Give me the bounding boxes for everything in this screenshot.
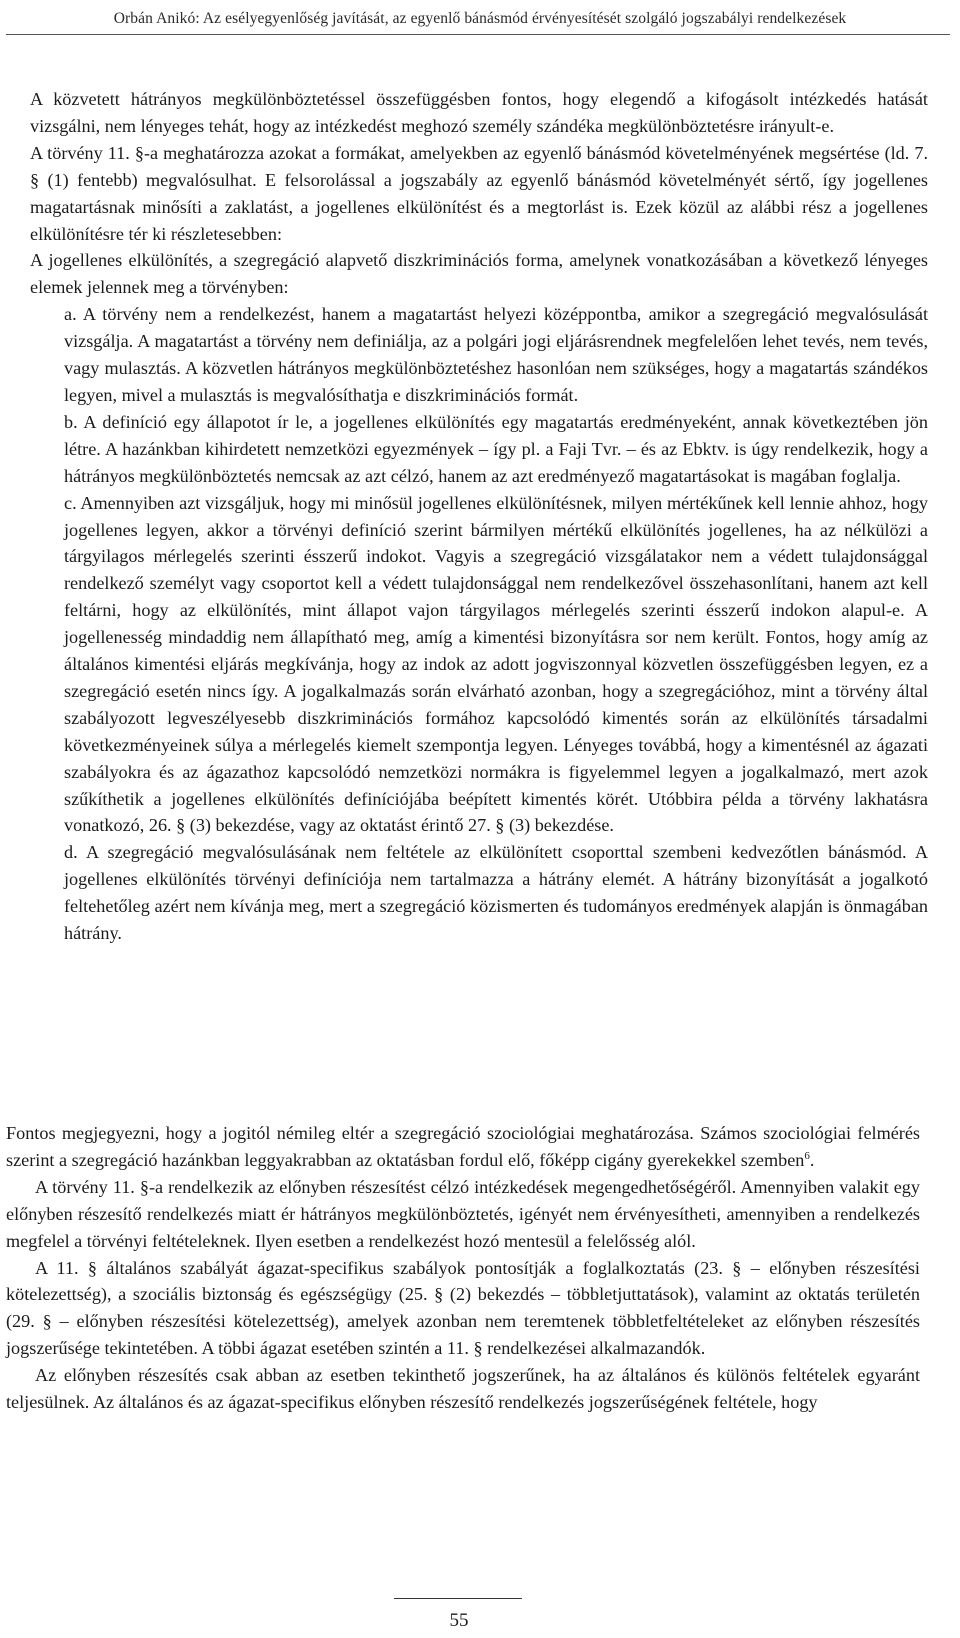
boxed-section xyxy=(30,86,928,947)
main-paragraph-1-text: Fontos megjegyezni, hogy a jogitól némileg eltér a szegregáció szociológiai meghatározása. Számos szociológiai felmérés szerint a szegregáció hazánkban leggyakrabban az oktatásban fordul elő, főképp cigány gyerekekkel szemben xyxy=(6,1123,920,1170)
footnote-marker[interactable]: 6 xyxy=(804,1149,810,1162)
list-item-d: d. A szegregáció megvalósulásának nem feltétele az elkülönített csoporttal szembeni kedvezőtlen bánásmód. A jogellenes elkülönítés törvényi definíciója nem tartalmazza a hátrány elemét. A hátrány bizonyítását a jogalkotó feltehetőleg azért nem kívánja meg, mert a szegregáció közismerten és tudományos eredmények alapján is önmagában hátrány. xyxy=(64,842,928,944)
page-number: 55 xyxy=(449,1610,469,1631)
main-paragraph-1-end: . xyxy=(809,1149,815,1170)
list-item-b: b. A definíció egy állapotot ír le, a jogellenes elkülönítés egy magatartás eredményeként, annak következtében jön létre. A hazánkban kihirdetett nemzetközi egyezmények – így pl. a Faji Tvr. – és az Ebktv. is úgy rendelkezik, hogy a hátrányos megkülönböztetés nemcsak az azt célzó, hanem az azt eredményező magatartásokat is magában foglalja. xyxy=(64,411,928,486)
boxed-paragraph-3: A jogellenes elkülönítés, a szegregáció alapvető diszkriminációs forma, amelynek vonatkozásában a következő lényeges elemek jelennek meg a törvényben: xyxy=(30,250,928,298)
main-paragraph-2: A törvény 11. §-a rendelkezik az előnyben részesítést célzó intézkedések megengedhetőségéről. Amennyiben valakit egy előnyben részesítő rendelkezés miatt ér hátrányos megkülönböztetés, igényét nem érvényesítheti, amennyiben a rendelkezés megfelel a törvényi feltételeknek. Ilyen esetben a rendelkezést hozó mentesül a felelősség alól. xyxy=(6,1176,920,1251)
main-paragraph-1 xyxy=(6,1120,920,1174)
main-text xyxy=(6,1120,920,1416)
main-paragraph-3: A 11. § általános szabályát ágazat-specifikus szabályok pontosítják a foglalkoztatás (23. § – előnyben részesítési kötelezettség), a szociális biztonság és egészségügy (25. § (2) bekezdés – többletjuttatások), valamint az oktatás területén (29. § – előnyben részesítési kötelezettség), amelyek azonban nem teremtenek többletfeltételeket az előnyben részesítés jogszerűsége tekintetében. A többi ágazat esetében szintén a 11. § rendelkezései alkalmazandók. xyxy=(6,1257,920,1359)
footer-divider xyxy=(394,1598,522,1599)
running-header: Orbán Anikó: Az esélyegyenlőség javítását, az egyenlő bánásmód érvényesítését szolgáló jogszabályi rendelkezések xyxy=(113,10,847,27)
list-item-c: c. Amennyiben azt vizsgáljuk, hogy mi minősül jogellenes elkülönítésnek, milyen mértékűnek kell lennie ahhoz, hogy jogellenes legyen, akkor a törvényi definíció szerint bármilyen mértékű elkülönítés jogellenes, ha az nélkülözi a tárgyilagos mérlegelés szerinti ésszerű indokot. Vagyis a szegregáció vizsgálatakor nem a védett tulajdonsággal rendelkező személyt vagy csoportot kell a védett tulajdonsággal nem rendelkezővel összehasonlítani, hanem azt kell feltárni, hogy az elkülönítés, mint állapot vajon tárgyilagos mérlegelés szerinti ésszerű indokon alapul-e. A jogellenesség mindaddig nem állapítható meg, amíg a kimentési bizonyításra sor nem került. Fontos, hogy amíg az általános kimentési eljárás megkívánja, hogy az indok az adott jogviszonnyal közvetlen összefüggésben legyen, ez a szegregáció esetén nincs így. A jogalkalmazás során elvárható azonban, hogy a szegregációhoz, mint a törvény által szabályozott legveszélyesebb diszkriminációs formához kapcsolódó kimentés során az elkülönítés társadalmi következményeinek súlya a mérlegelés kiemelt szempontja legyen. Lényeges továbbá, hogy a kimentésnél az ágazati szabályokra és az ágazathoz kapcsolódó nemzetközi normákra is figyelemmel legyen a jogalkalmazó, mert azok szűkíthetik a jogellenes elkülönítés definíciójába beépített kimentés körét. Utóbbira példa a törvény lakhatásra vonatkozó, 26. § (3) bekezdése, vagy az oktatást érintő 27. § (3) bekezdése. xyxy=(64,492,928,836)
boxed-paragraph-2: A törvény 11. §-a meghatározza azokat a formákat, amelyekben az egyenlő bánásmód követelményének megsértése (ld. 7. § (1) fentebb) megvalósulhat. E felsorolással a jogszabály az egyenlő bánásmód követelményét sértő, így jogellenes magatartásnak minősíti a zaklatást, a jogellenes elkülönítést és a megtorlást is. Ezek közül az alábbi rész a jogellenes elkülönítésre tér ki részletesebben: xyxy=(30,142,928,244)
boxed-paragraph-1: A közvetett hátrányos megkülönböztetéssel összefüggésben fontos, hogy elegendő a kifogásolt intézkedés hatását vizsgálni, nem lényeges tehát, hogy az intézkedést meghozó személy szándéka megkülönböztetésre irányult-e. xyxy=(30,89,928,136)
main-paragraph-4: Az előnyben részesítés csak abban az esetben tekinthető jogszerűnek, ha az általános és különös feltételek egyaránt teljesülnek. Az általános és az ágazat-specifikus előnyben részesítő rendelkezés jogszerűségének feltétele, hogy xyxy=(6,1365,920,1413)
list-item-a: a. A törvény nem a rendelkezést, hanem a magatartást helyezi középpontba, amikor a szegregáció megvalósulását vizsgálja. A magatartást a törvény nem definiálja, az a polgári jogi eljárásrendnek megfelelően lehet tevés, nem tevés, vagy mulasztás. A közvetlen hátrányos megkülönböztetéshez hasonlóan nem szükséges, hogy a magatartás szándékos legyen, mivel a mulasztás is megvalósíthatja e diszkriminációs formát. xyxy=(64,304,928,405)
header-divider xyxy=(6,34,950,35)
